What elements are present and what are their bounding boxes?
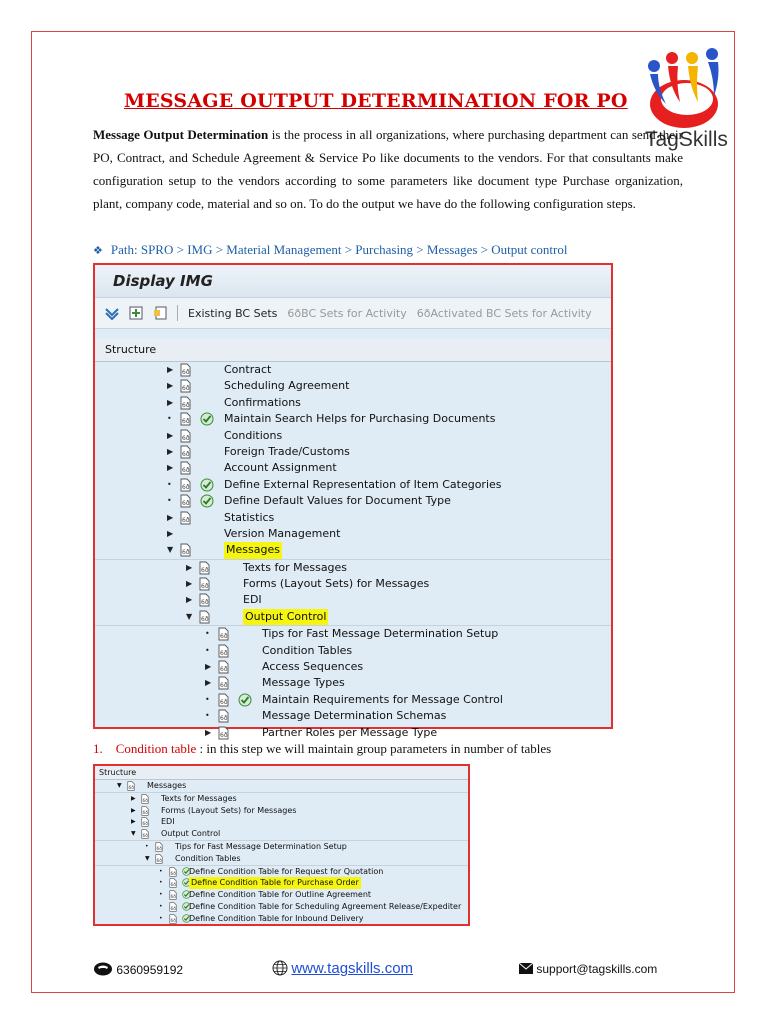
phone-icon [93,962,113,976]
svg-text:6ð: 6ð [182,385,190,393]
bc-glasses-icon: 6ð [287,306,302,320]
img-tree-label: Account Assignment [224,461,337,475]
svg-text:6ð: 6ð [182,450,190,458]
step-name: Condition table [115,741,197,756]
leaf-bullet-icon: • [167,414,172,424]
svg-text:6ð: 6ð [220,731,228,739]
img-tree-row[interactable] [95,708,611,724]
svg-text:6ð: 6ð [142,834,148,840]
img-tree-label: Forms (Layout Sets) for Messages [243,577,430,591]
svg-text:6ð: 6ð [170,871,176,877]
leaf-bullet-icon: • [205,629,210,639]
step-condition-table [93,741,551,757]
condition-tree-row[interactable] [95,780,468,792]
expand-arrow-icon[interactable]: ▶ [167,365,174,374]
svg-text:6ð: 6ð [220,633,228,641]
display-img-screenshot [93,263,613,739]
path-text: Path: SPRO > IMG > Material Management > Purchasing > Messages > Output control [110,242,568,257]
expand-arrow-icon[interactable]: ▶ [167,430,174,440]
svg-text:6ð: 6ð [170,906,176,912]
condition-tree-row[interactable] [95,913,468,925]
leaf-bullet-icon: • [159,879,163,887]
svg-text:6ð: 6ð [201,599,209,607]
documentation-icon[interactable] [180,461,191,475]
condition-tree-row[interactable] [95,901,468,913]
expand-arrow-icon[interactable]: ▶ [167,528,174,538]
svg-text:6ð: 6ð [201,583,209,591]
documentation-icon[interactable] [199,610,210,624]
condition-tree-row[interactable] [95,853,468,865]
img-tree-row[interactable] [95,609,611,625]
condition-tree-label: Define Condition Table for Inbound Delivery [189,913,364,923]
img-tree-label: Condition Tables [262,643,353,657]
svg-text:6ð: 6ð [220,682,228,690]
find-icon[interactable] [105,306,119,320]
documentation-icon[interactable] [218,693,229,707]
expand-arrow-icon[interactable]: ▶ [205,678,212,688]
img-tree-row[interactable] [95,692,611,708]
documentation-icon[interactable] [169,890,177,900]
documentation-icon[interactable] [180,445,191,459]
execute-check-icon[interactable] [200,494,214,508]
step-text: : in this step we will maintain group parameters in number of tables [196,741,552,756]
expand-arrow-icon[interactable]: ▶ [186,562,193,572]
leaf-bullet-icon: • [159,914,163,922]
documentation-icon[interactable] [180,379,191,393]
documentation-icon[interactable] [180,429,191,443]
img-tree-label: Maintain Requirements for Message Control [262,692,503,706]
svg-text:6ð: 6ð [156,846,162,852]
documentation-icon[interactable] [169,878,177,888]
img-tree [95,362,611,741]
documentation-icon[interactable] [180,363,191,377]
img-tree-label: Conditions [224,428,283,442]
condition-tree-row[interactable] [95,877,468,889]
condition-tree-label: Define Condition Table for Outline Agreement [189,890,372,900]
website-link[interactable]: www.tagskills.com [291,960,414,977]
toolbar-separator [177,305,178,321]
img-tree-row[interactable] [95,362,611,378]
img-path [93,242,567,258]
svg-text:6ð: 6ð [182,549,190,557]
svg-text:6ð: 6ð [220,715,228,723]
collapse-arrow-icon[interactable]: ▼ [117,782,122,789]
svg-text:6ð: 6ð [182,401,190,409]
step-number: 1. [93,741,103,756]
documentation-icon[interactable] [218,644,229,658]
documentation-icon[interactable] [180,478,191,492]
leaf-bullet-icon: • [159,867,163,875]
expand-arrow-icon[interactable]: ▶ [167,446,174,456]
img-tree-row[interactable] [95,378,611,394]
img-tree-label: Version Management [224,526,341,540]
condition-tree-label: Define Condition Table for Scheduling Agreement Release/Expediter [189,901,462,911]
img-tree-label: Message Types [262,676,345,690]
expand-arrow-icon[interactable]: ▶ [167,463,174,473]
img-tree-row[interactable] [95,559,611,576]
documentation-icon[interactable] [141,829,149,839]
documentation-icon[interactable] [169,867,177,877]
condition-tree-label: EDI [161,817,175,827]
mail-icon [519,963,533,974]
img-tree-row[interactable] [95,542,611,558]
email-address[interactable]: support@tagskills.com [536,962,658,976]
svg-text:6ð: 6ð [182,434,190,442]
img-tree-label: Access Sequences [262,660,364,674]
logo-text: TagSkills [645,128,728,151]
collapse-arrow-icon[interactable]: ▼ [145,854,150,862]
execute-check-icon[interactable] [238,693,252,707]
intro-bold: Message Output Determination [93,127,269,142]
svg-text:6ð: 6ð [170,895,176,901]
img-tree-row[interactable] [95,510,611,526]
img-tree-label: Tips for Fast Message Determination Setup [262,627,499,641]
img-tree-label: Define External Representation of Item Categories [224,477,502,491]
condition-tree-row[interactable] [95,840,468,853]
img-tree-label: Output Control [243,609,328,625]
img-tree-row[interactable] [95,675,611,691]
condition-tree-label: Condition Tables [175,853,241,863]
svg-text:6ð: 6ð [170,918,176,924]
img-tree-label: Statistics [224,510,275,524]
documentation-icon[interactable] [180,543,191,557]
img-tree-row[interactable] [95,625,611,642]
documentation-icon[interactable] [180,412,191,426]
svg-text:6ð: 6ð [220,698,228,706]
svg-text:6ð: 6ð [142,822,148,828]
svg-text:6ð: 6ð [170,883,176,889]
leaf-bullet-icon: • [167,479,172,489]
img-tree-label: Foreign Trade/Customs [224,444,350,458]
condition-tree-row[interactable] [95,816,468,828]
expand-arrow-icon[interactable]: ▶ [167,381,174,391]
expand-arrow-icon[interactable]: ▶ [205,662,212,672]
footer-website [272,960,413,977]
svg-text:6ð: 6ð [182,483,190,491]
condition-tree-label: Forms (Layout Sets) for Messages [161,805,297,815]
svg-text:6ð: 6ð [182,516,190,524]
condition-tree-label: Output Control [161,829,221,839]
img-tree-row[interactable] [95,526,611,542]
img-tree-row[interactable] [95,444,611,460]
footer-phone [93,962,183,977]
svg-text:6ð: 6ð [201,615,209,623]
documentation-icon[interactable] [127,781,135,791]
footer-email [519,962,657,976]
img-tree-label: Contract [224,363,272,376]
expand-icon[interactable] [129,306,143,320]
documentation-icon[interactable] [180,396,191,410]
documentation-icon[interactable] [141,817,149,827]
documentation-icon[interactable] [155,854,163,864]
condition-tree-label: Define Condition Table for Request for Quotation [189,866,384,876]
documentation-icon[interactable] [169,902,177,912]
img-tree-row[interactable] [95,659,611,675]
expand-arrow-icon[interactable]: ▶ [167,512,174,522]
bc-sets-for-activity-button[interactable]: 6ðBC Sets for Activity [287,306,407,320]
expand-arrow-icon[interactable]: ▶ [186,595,193,605]
condition-tree-row[interactable] [95,792,468,805]
documentation-icon[interactable] [218,676,229,690]
collapse-arrow-icon[interactable]: ▼ [131,830,136,838]
diamond-bullet-icon: ❖ [93,244,103,257]
svg-text:6ð: 6ð [182,500,190,508]
documentation-icon[interactable] [218,627,229,641]
documentation-icon[interactable] [155,842,163,852]
leaf-bullet-icon: • [159,902,163,910]
toolbar [95,297,611,329]
expand-arrow-icon[interactable]: ▶ [131,818,136,826]
svg-text:6ð: 6ð [201,566,209,574]
leaf-bullet-icon: • [145,842,149,850]
intro-text: is the process in all organizations, where purchasing department can send their PO, Contract, and Schedule Agreement & Service Po like documents to the vendors. For that consultants make configuration setup to the vendors according to some parameters like document type Purchase organization, plant, company code, material and so on. To do the output we have do the following configuration steps. [93,127,683,211]
page-title: MESSAGE OUTPUT DETERMINATION FOR PO [124,90,628,112]
svg-text:6ð: 6ð [128,785,134,791]
expand-arrow-icon[interactable]: ▶ [186,579,193,589]
collapse-arrow-icon[interactable]: ▼ [167,545,174,555]
structure-header: Structure [95,339,611,362]
documentation-icon[interactable] [199,561,210,575]
documentation-icon[interactable] [218,726,229,740]
expand-arrow-icon[interactable]: ▶ [167,397,174,407]
condition-tree-row[interactable] [95,865,468,878]
img-tree-row[interactable] [95,460,611,476]
existing-bc-sets-button[interactable]: Existing BC Sets [188,306,278,320]
svg-text:6ð: 6ð [182,418,190,426]
documentation-icon[interactable] [180,511,191,525]
leaf-bullet-icon: • [159,891,163,899]
documentation-icon[interactable] [141,806,149,816]
condition-tree-label: Tips for Fast Message Determination Setup [175,841,347,851]
leaf-bullet-icon: • [205,645,210,655]
screen-title: Display IMG [95,265,611,297]
leaf-bullet-icon: • [167,496,172,506]
expand-arrow-icon[interactable]: ▶ [131,806,136,814]
structure-header-small: Structure [95,766,468,780]
img-tree-row[interactable] [95,477,611,493]
condition-tree-row[interactable] [95,805,468,817]
documentation-icon[interactable] [180,494,191,508]
img-tree-label: Partner Roles per Message Type [262,725,438,739]
leaf-bullet-icon: • [205,711,210,721]
documentation-icon[interactable] [218,660,229,674]
img-tree-row[interactable] [95,592,611,608]
img-tree-label: Scheduling Agreement [224,379,350,393]
img-tree-row[interactable] [95,643,611,659]
leaf-bullet-icon: • [205,694,210,704]
img-tree-row[interactable] [95,725,611,741]
img-tree-row[interactable] [95,411,611,427]
img-tree-label: Messages [224,542,282,558]
execute-check-icon[interactable] [200,412,214,426]
svg-text:6ð: 6ð [142,810,148,816]
svg-text:6ð: 6ð [182,369,190,376]
svg-text:6ð: 6ð [182,467,190,475]
img-tree-label: Maintain Search Helps for Purchasing Documents [224,412,496,426]
documentation-icon[interactable] [218,709,229,723]
condition-tree-row[interactable] [95,889,468,901]
condition-tree [95,780,468,925]
documentation-icon[interactable] [199,593,210,607]
condition-tree-label: Messages [147,781,187,790]
documentation-icon[interactable] [169,914,177,924]
collapse-arrow-icon[interactable]: ▼ [186,611,193,621]
condition-tables-screenshot [93,764,470,926]
condition-tree-row[interactable] [95,828,468,840]
img-tree-label: Define Default Values for Document Type [224,494,451,508]
execute-check-icon[interactable] [200,478,214,492]
activated-glasses-icon: 6ð [416,306,431,320]
svg-text:6ð: 6ð [220,649,228,657]
img-tree-label: Confirmations [224,395,301,409]
img-tree-label: EDI [243,593,262,607]
img-tree-row[interactable] [95,428,611,444]
documentation-icon[interactable] [141,794,149,804]
condition-tree-label: Define Condition Table for Purchase Order [191,878,359,888]
svg-text:6ð: 6ð [220,666,228,674]
phone-number: 6360959192 [116,963,184,977]
condition-tree-label: Texts for Messages [161,793,237,803]
img-tree-row[interactable] [95,493,611,509]
globe-icon [272,960,288,976]
img-tree-label: Message Determination Schemas [262,709,447,723]
img-tree-row[interactable] [95,395,611,411]
intro-paragraph [93,123,683,215]
svg-text:6ð: 6ð [142,798,148,804]
img-tree-label: Texts for Messages [243,560,348,574]
documentation-icon[interactable] [199,577,210,591]
svg-text:6ð: 6ð [156,858,162,864]
expand-arrow-icon[interactable]: ▶ [205,727,212,737]
img-tree-row[interactable] [95,576,611,592]
note-icon[interactable] [153,306,167,320]
activated-bc-sets-button[interactable]: 6ðActivated BC Sets for Activity [416,306,592,320]
expand-arrow-icon[interactable]: ▶ [131,794,136,802]
